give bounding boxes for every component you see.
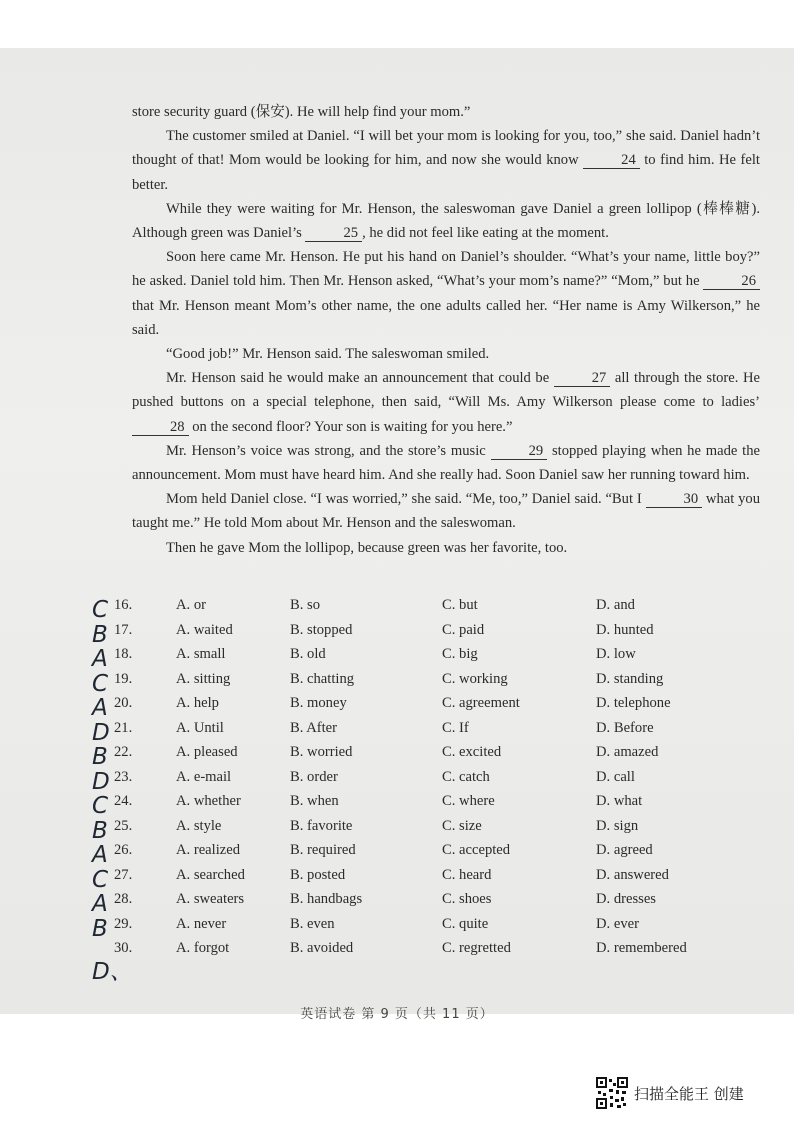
option-b: B. posted (290, 866, 346, 883)
scanner-badge (596, 1076, 744, 1110)
paragraph-3: While they were waiting for Mr. Henson, the saleswoman gave Daniel a green lollipop (棒棒糖). Although green was Daniel’s 25 , he did not feel like eating at the moment. (132, 200, 760, 242)
option-b: B. required (290, 842, 356, 858)
paragraph-5: “Good job!” Mr. Henson said. The saleswoman smiled. (166, 346, 490, 363)
option-c: C. shoes (442, 891, 492, 907)
option-row (92, 621, 774, 648)
option-row (92, 744, 774, 770)
option-c: C. regretted (442, 940, 511, 956)
handwritten-answer: C (92, 597, 109, 623)
handwritten-answer: C (92, 793, 109, 819)
option-b: B. favorite (290, 817, 353, 834)
option-a: A. whether (176, 793, 241, 809)
question-number: 21. (114, 719, 133, 736)
option-b: B. stopped (290, 621, 353, 638)
question-number: 24. (114, 793, 133, 809)
option-row (92, 793, 774, 819)
handwritten-answer: C (92, 866, 109, 893)
option-d: D. amazed (596, 744, 659, 760)
option-a: A. sitting (176, 670, 231, 687)
option-row (114, 940, 774, 965)
blank-25: 25 (305, 225, 362, 242)
option-row (92, 866, 774, 893)
option-row (92, 597, 774, 623)
handwritten-answer: B (92, 621, 108, 648)
option-d: D. call (596, 768, 635, 785)
option-b: B. so (290, 597, 321, 613)
option-row (92, 817, 774, 844)
option-a: A. or (176, 597, 206, 613)
option-d: D. agreed (596, 842, 653, 858)
handwritten-answer: B (92, 915, 108, 942)
paragraph-8: Mom held Daniel close. “I was worried,” she said. “Me, too,” Daniel said. “But I 30 what you taught me.” He told Mom about Mr. Henson and the saleswoman. (132, 491, 760, 532)
option-d: D. and (596, 597, 635, 613)
option-b: B. order (290, 768, 338, 785)
option-a: A. never (176, 915, 227, 932)
question-number: 17. (114, 621, 133, 638)
handwritten-answer: D (92, 768, 110, 795)
option-b: B. money (290, 695, 347, 711)
option-row (92, 768, 774, 795)
blank-30: 30 (646, 491, 703, 508)
option-a: A. realized (176, 842, 241, 858)
paragraph-2: The customer smiled at Daniel. “I will bet your mom is looking for you, too,” she said. Daniel hadn’t thought of that! Mom would be looking for him, and now she would know 24 to find him. He felt better. (132, 128, 760, 193)
question-number: 16. (114, 597, 133, 613)
option-d: D. answered (596, 866, 669, 883)
option-b: B. when (290, 793, 339, 809)
option-row (92, 891, 774, 917)
answer-options (92, 597, 774, 965)
option-b: B. even (290, 915, 335, 932)
option-row (92, 719, 774, 746)
option-c: C. size (442, 817, 482, 834)
paragraph-7: Mr. Henson’s voice was strong, and the store’s music 29 stopped playing when he made the announcement. Mom must have heard him. And she really had. Soon Daniel saw her running toward him. (132, 442, 760, 484)
paragraph-4: Soon here came Mr. Henson. He put his hand on Daniel’s shoulder. “What’s your name, little boy?” he asked. Daniel told him. Then Mr. Henson asked, “What’s your mom’s name?” “Mom,” but he 26 that Mr. Henson meant Mom’s other name, the one adults called her. “Her name is Amy Wilkerson,” he said. (132, 249, 760, 338)
option-c: C. If (442, 719, 469, 736)
handwritten-answer: D (92, 719, 110, 746)
question-number: 18. (114, 646, 133, 662)
scanner-badge-label: 扫描全能王 创建 (634, 1084, 744, 1103)
qr-code-icon (596, 1077, 628, 1109)
option-b: B. worried (290, 744, 353, 760)
question-number: 29. (114, 915, 133, 932)
option-d: D. telephone (596, 695, 671, 711)
option-d: D. sign (596, 817, 639, 834)
option-row (92, 695, 774, 721)
handwritten-answer: A (92, 842, 108, 868)
handwritten-answer: A (92, 646, 108, 672)
option-a: A. searched (176, 866, 245, 883)
option-c: C. heard (442, 866, 492, 883)
option-b: B. chatting (290, 670, 355, 687)
page-footer: 英语试卷 第 9 页（共 11 页） (300, 1007, 494, 1022)
option-row (92, 915, 774, 942)
question-number: 22. (114, 744, 133, 760)
blank-24: 24 (583, 152, 640, 169)
option-b: B. After (290, 719, 338, 736)
option-d: D. standing (596, 670, 664, 687)
paragraph-9: Then he gave Mom the lollipop, because green was her favorite, too. (166, 539, 568, 556)
handwritten-answer: B (92, 817, 108, 844)
question-number: 20. (114, 695, 133, 711)
option-c: C. excited (442, 744, 502, 760)
question-number: 25. (114, 817, 133, 834)
option-c: C. quite (442, 915, 489, 932)
option-a: A. small (176, 646, 226, 662)
option-d: D. Before (596, 719, 654, 736)
option-b: B. old (290, 646, 326, 662)
question-number: 30. (114, 940, 133, 956)
option-a: A. e-mail (176, 768, 232, 785)
blank-29: 29 (491, 443, 548, 460)
option-row (92, 670, 774, 697)
option-a: A. sweaters (176, 891, 245, 907)
option-c: C. but (442, 597, 478, 613)
option-row (92, 842, 774, 868)
option-d: D. low (596, 646, 636, 662)
option-d: D. dresses (596, 891, 656, 907)
option-c: C. paid (442, 621, 485, 638)
option-a: A. help (176, 695, 219, 711)
option-c: C. catch (442, 768, 490, 785)
handwritten-answer: C (92, 670, 109, 697)
option-c: C. where (442, 793, 495, 809)
blank-27: 27 (554, 370, 611, 387)
handwritten-answer: A (92, 891, 108, 917)
handwritten-answer-30: D、 (92, 959, 133, 985)
question-number: 27. (114, 866, 133, 883)
cloze-passage (132, 100, 760, 560)
scanned-page (0, 48, 794, 1022)
option-d: D. ever (596, 915, 639, 932)
option-d: D. remembered (596, 940, 687, 956)
blank-28: 28 (132, 419, 189, 436)
paragraph-6: Mr. Henson said he would make an announcement that could be 27 all through the store. He pushed buttons on a special telephone, then said, “Will Ms. Amy Wilkerson please come to ladies’ 28 on the second floor? Your son is waiting for you here.” (132, 370, 760, 435)
option-c: C. big (442, 646, 478, 662)
blank-26: 26 (703, 273, 760, 290)
question-number: 28. (114, 891, 133, 907)
option-a: A. pleased (176, 744, 238, 760)
option-b: B. avoided (290, 940, 354, 956)
option-c: C. accepted (442, 842, 511, 858)
option-b: B. handbags (290, 891, 363, 907)
option-d: D. what (596, 793, 643, 809)
option-a: A. forgot (176, 940, 230, 956)
paragraph-1: store security guard (保安). He will help find your mom.” (132, 104, 471, 120)
option-d: D. hunted (596, 621, 654, 638)
handwritten-answer: A (92, 695, 108, 721)
question-number: 26. (114, 842, 133, 858)
question-number: 23. (114, 768, 133, 785)
option-a: A. waited (176, 621, 233, 638)
option-c: C. working (442, 670, 508, 687)
option-a: A. style (176, 817, 222, 834)
option-row (92, 646, 774, 672)
option-a: A. Until (176, 719, 224, 736)
handwritten-answer: B (92, 744, 108, 770)
option-c: C. agreement (442, 695, 520, 711)
question-number: 19. (114, 670, 133, 687)
